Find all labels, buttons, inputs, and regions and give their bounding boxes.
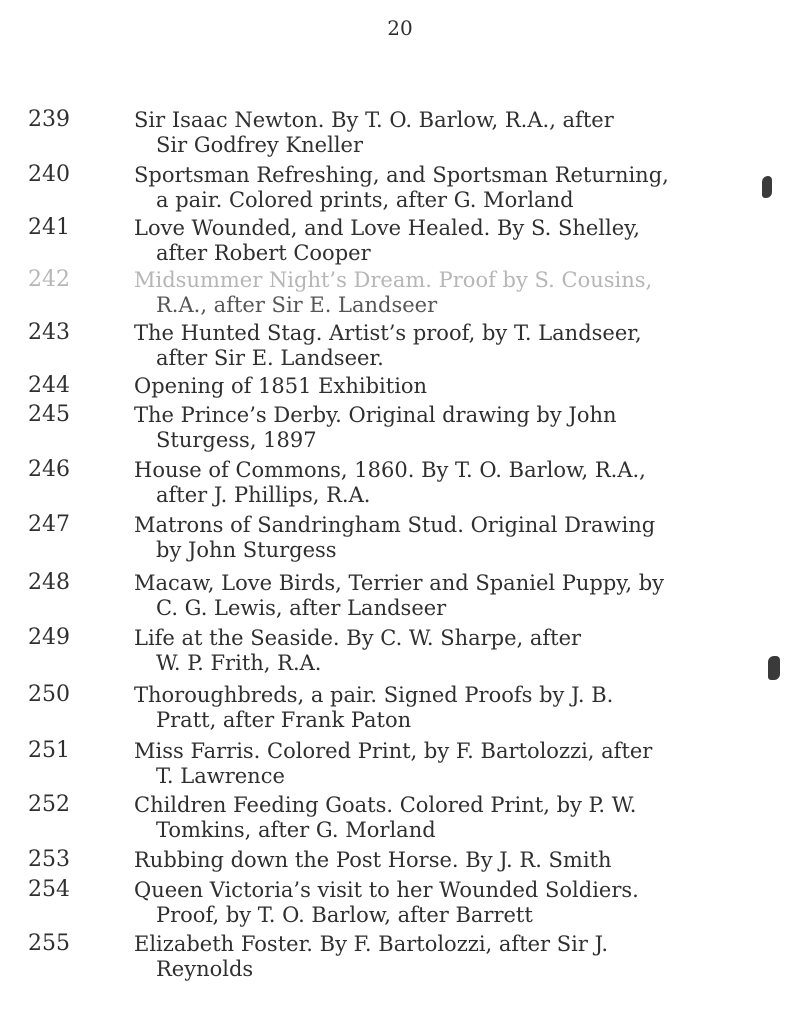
- description-line: Pratt, after Frank Paton: [156, 708, 412, 732]
- description-line: Tomkins, after G. Morland: [156, 818, 436, 842]
- lot-description: [134, 793, 686, 843]
- description-line: Queen Victoria’s visit to her Wounded Soldiers.: [134, 878, 639, 902]
- description-line: Thoroughbreds, a pair. Signed Proofs by J. B.: [134, 683, 614, 707]
- description-line: W. P. Frith, R.A.: [156, 651, 322, 675]
- lot-description: [134, 932, 686, 982]
- description-line: a pair. Colored prints, after G. Morland: [156, 188, 574, 212]
- lot-number: 246: [28, 457, 70, 482]
- description-line: Love Wounded, and Love Healed. By S. Shelley,: [134, 216, 640, 240]
- lot-description: [134, 268, 686, 318]
- description-line: after Robert Cooper: [156, 241, 371, 265]
- description-line: Sturgess, 1897: [156, 428, 317, 452]
- lot-number: 244: [28, 373, 70, 398]
- description-line: by John Sturgess: [156, 538, 337, 562]
- lot-description: [134, 848, 686, 873]
- lot-description: [134, 321, 686, 371]
- lot-description: [134, 513, 686, 563]
- lot-number: 242: [28, 267, 70, 292]
- description-line: Life at the Seaside. By C. W. Sharpe, after: [134, 626, 582, 650]
- description-line: Reynolds: [156, 957, 254, 981]
- lot-number: 243: [28, 320, 70, 345]
- lot-number: 255: [28, 931, 70, 956]
- description-line: Children Feeding Goats. Colored Print, by P. W.: [134, 793, 637, 817]
- description-line: Proof, by T. O. Barlow, after Barrett: [156, 903, 533, 927]
- lot-description: [134, 458, 686, 508]
- description-line: Miss Farris. Colored Print, by F. Bartolozzi, after: [134, 739, 653, 763]
- lot-description: [134, 878, 686, 928]
- description-line: The Hunted Stag. Artist’s proof, by T. Landseer,: [134, 321, 642, 345]
- description-line: C. G. Lewis, after Landseer: [156, 596, 447, 620]
- lot-description: [134, 571, 686, 621]
- page-number: 20: [387, 16, 413, 40]
- lot-number: 252: [28, 792, 70, 817]
- lot-number: 240: [28, 162, 70, 187]
- description-line: after J. Phillips, R.A.: [156, 483, 371, 507]
- lot-number: 247: [28, 512, 70, 537]
- lot-number: 250: [28, 682, 70, 707]
- lot-number: 248: [28, 570, 70, 595]
- description-line: Sir Isaac Newton. By T. O. Barlow, R.A., after: [134, 108, 614, 132]
- lot-description: [134, 108, 686, 158]
- lot-description: [134, 683, 686, 733]
- lot-description: [134, 626, 686, 676]
- description-line: Midsummer Night’s Dream. Proof by S. Cousins,: [134, 268, 653, 292]
- lot-description: [134, 163, 686, 213]
- description-line: Opening of 1851 Exhibition: [134, 374, 428, 398]
- description-line: Matrons of Sandringham Stud. Original Drawing: [134, 513, 656, 537]
- lot-number: 254: [28, 877, 70, 902]
- description-line: Sportsman Refreshing, and Sportsman Returning,: [134, 163, 669, 187]
- description-line: House of Commons, 1860. By T. O. Barlow, R.A.,: [134, 458, 646, 482]
- lot-description: [134, 374, 686, 399]
- description-line: The Prince’s Derby. Original drawing by John: [134, 403, 617, 427]
- description-line: Rubbing down the Post Horse. By J. R. Smith: [134, 848, 612, 872]
- lot-description: [134, 403, 686, 453]
- lot-number: 239: [28, 107, 70, 132]
- lot-description: [134, 216, 686, 266]
- description-line: after Sir E. Landseer.: [156, 346, 384, 370]
- description-line: R.A., after Sir E. Landseer: [156, 293, 438, 317]
- ink-mark: [762, 176, 772, 198]
- description-line: Sir Godfrey Kneller: [156, 133, 363, 157]
- description-line: Macaw, Love Birds, Terrier and Spaniel Puppy, by: [134, 571, 665, 595]
- lot-number: 249: [28, 625, 70, 650]
- lot-number: 251: [28, 738, 70, 763]
- lot-description: [134, 739, 686, 789]
- description-line: Elizabeth Foster. By F. Bartolozzi, after Sir J.: [134, 932, 609, 956]
- ink-mark: [768, 656, 780, 680]
- lot-number: 241: [28, 215, 70, 240]
- lot-number: 245: [28, 402, 70, 427]
- description-line: T. Lawrence: [156, 764, 285, 788]
- lot-number: 253: [28, 847, 70, 872]
